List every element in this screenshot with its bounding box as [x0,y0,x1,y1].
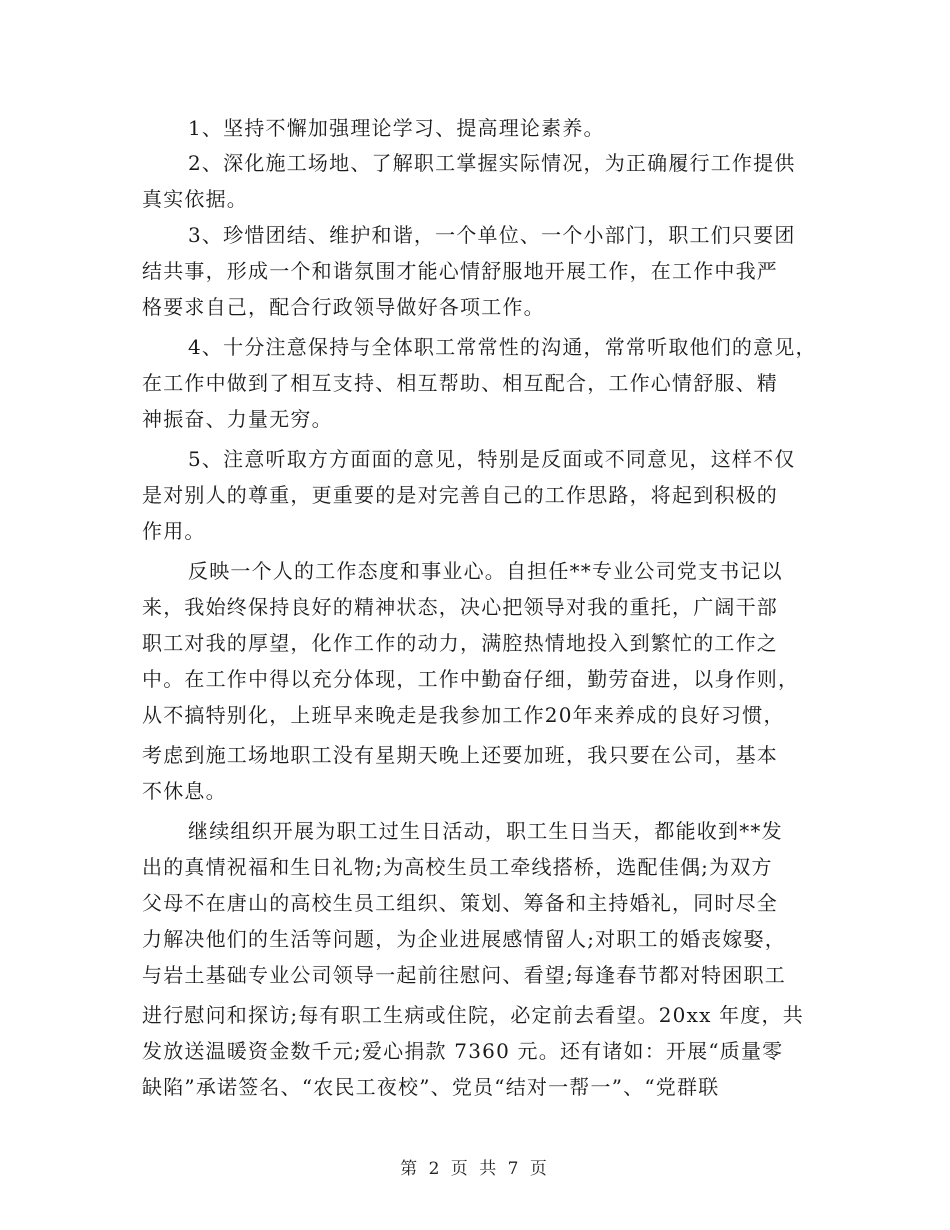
text-line: 作用。 [142,519,206,543]
text-line: 父母不在唐山的高校生员工组织、策划、筹备和主持婚礼，同时尽全 [142,891,778,915]
text-line: 神振奋、力量无穷。 [142,407,333,431]
text-line: 是对别人的尊重，更重要的是对完善自己的工作思路，将起到积极的 [142,483,778,507]
text-line: 缺陷”承诺签名、“农民工夜校”、党员“结对一帮一”、“党群联 [142,1075,720,1099]
text-line: 继续组织开展为职工过生日活动，职工生日当天，都能收到**发 [188,819,783,843]
text-line: 来，我始终保持良好的精神状态，决心把领导对我的重托，广阔干部 [142,595,778,619]
text-line: 3、珍惜团结、维护和谐，一个单位、一个小部门，职工们只要团 [188,223,796,247]
text-line: 力解决他们的生活等问题，为企业进展感情留人;对职工的婚丧嫁娶， [142,927,786,951]
text-line: 进行慰问和探访;每有职工生病或住院，必定前去看望。20xx 年度，共 [142,1003,804,1027]
text-line: 5、注意听取方方面面的意见，特别是反面或不同意见，这样不仅 [188,447,796,471]
text-line: 出的真情祝福和生日礼物;为高校生员工牵线搭桥，选配佳偶;为双方 [142,855,773,879]
text-line: 2、深化施工场地、了解职工掌握实际情况，为正确履行工作提供 [188,151,796,175]
text-line: 从不搞特别化，上班早来晚走是我参加工作20年来养成的良好习惯， [142,703,785,727]
text-line: 职工对我的厚望，化作工作的动力，满腔热情地投入到繁忙的工作之 [142,631,778,655]
text-line: 与岩土基础专业公司领导一起前往慰问、看望;每逢春节都对特困职工 [142,963,786,987]
text-line: 中。在工作中得以充分体现，工作中勤奋仔细，勤劳奋进，以身作则， [142,667,800,691]
text-line: 不休息。 [142,779,227,803]
text-line: 在工作中做到了相互支持、相互帮助、相互配合，工作心情舒服、精 [142,371,778,395]
text-line: 真实依据。 [142,187,248,211]
text-line: 格要求自己，配合行政领导做好各项工作。 [142,295,545,319]
text-line: 考虑到施工场地职工没有星期天晚上还要加班，我只要在公司，基本 [142,743,778,767]
text-line: 4、十分注意保持与全体职工常常性的沟通，常常听取他们的意见， [188,335,817,359]
text-line: 反映一个人的工作态度和事业心。自担任**专业公司党支书记以 [188,559,783,583]
page-number-footer: 第 2 页 共 7 页 [400,1159,550,1179]
text-line: 发放送温暖资金数千元;爱心捐款 7360 元。还有诸如：开展“质量零 [142,1039,784,1063]
text-line: 结共事，形成一个和谐氛围才能心情舒服地开展工作，在工作中我严 [142,259,778,283]
text-line: 1、坚持不懈加强理论学习、提高理论素养。 [188,116,605,140]
